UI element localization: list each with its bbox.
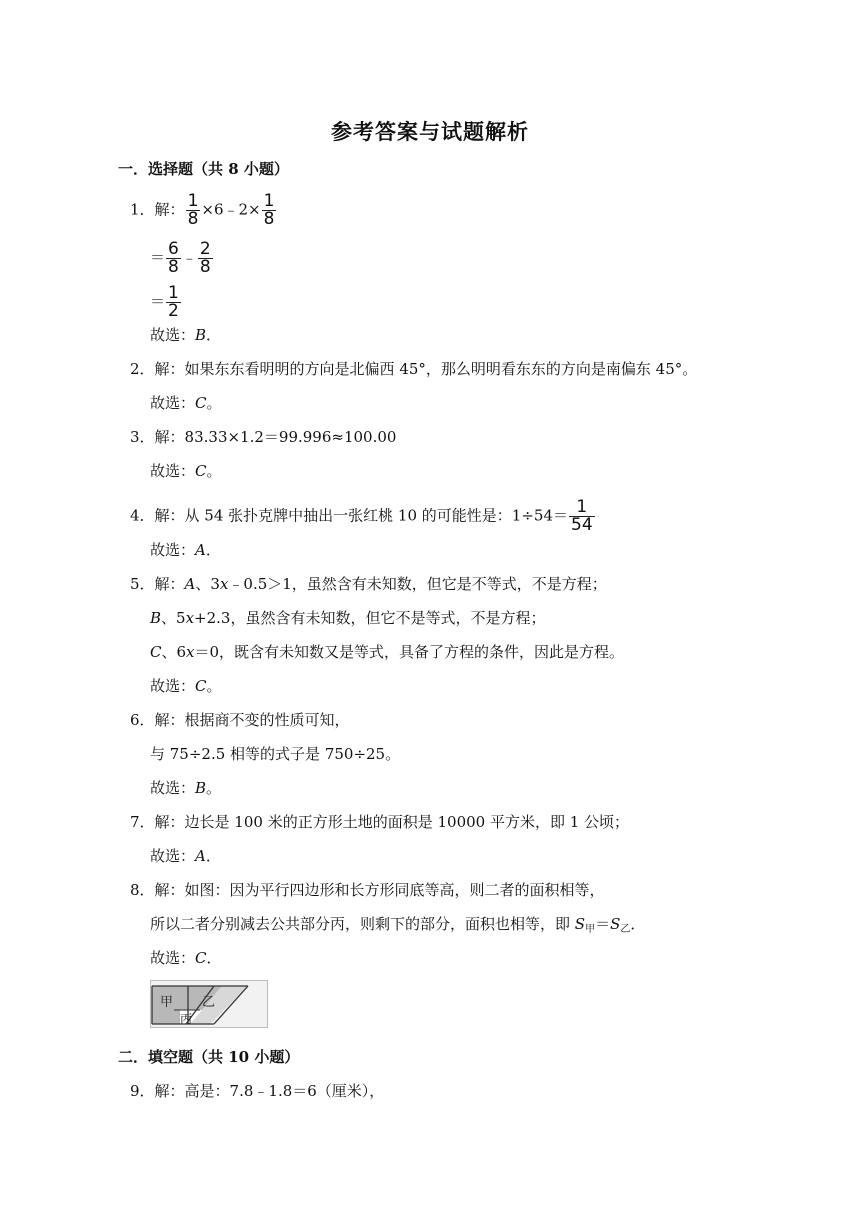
fraction-numerator: 1 — [576, 497, 588, 517]
fraction-denominator: 8 — [187, 209, 199, 229]
q1-equals: ＝ — [150, 248, 166, 267]
q6-answer — [150, 778, 221, 798]
q1-fraction-5 — [166, 285, 181, 320]
q4-text: 4．解：从 54 张扑克牌中抽出一张红桃 10 的可能性是：1÷54＝ — [130, 506, 568, 525]
fraction-denominator: 54 — [571, 515, 593, 535]
answer-suffix: ． — [206, 326, 222, 344]
q6-line-1: 6．解：根据商不变的性质可知， — [130, 711, 350, 729]
area-subscript: 甲 — [585, 924, 596, 935]
figure-svg — [150, 980, 268, 1028]
answer-prefix: 故选： — [150, 326, 196, 344]
answer-prefix: 故选： — [150, 462, 196, 480]
q1-fraction-2 — [262, 193, 277, 228]
label-bing: 丙 — [180, 1012, 193, 1026]
option-text: ＝0，既含有未知数又是等式，具备了方程的条件，因此是方程。 — [194, 643, 625, 661]
fraction-denominator: 8 — [199, 257, 211, 277]
answer-suffix: 。 — [206, 677, 222, 695]
period: ． — [630, 915, 646, 933]
q1-line-3 — [150, 285, 182, 320]
area-subscript: 乙 — [620, 924, 631, 935]
q9-line: 9．解：高是：7.8﹣1.8＝6（厘米）， — [130, 1082, 385, 1100]
answer-prefix: 故选： — [150, 847, 196, 865]
q4-line — [130, 499, 596, 534]
fraction-numerator: 2 — [199, 239, 211, 259]
q1-answer — [150, 325, 221, 345]
answer-letter: C — [195, 462, 207, 480]
fraction-numerator: 1 — [168, 283, 179, 303]
answer-suffix: 。 — [206, 394, 222, 412]
q5-line-b — [150, 608, 545, 628]
area-symbol: S — [610, 915, 621, 933]
q1-fraction-4 — [198, 241, 213, 276]
answer-suffix: 。 — [206, 779, 222, 797]
answer-letter: B — [195, 779, 207, 797]
option-coefficient: 、6 — [161, 643, 187, 661]
answer-letter: A — [195, 847, 206, 865]
q1-line-2 — [150, 241, 214, 276]
q5-line-a — [130, 574, 607, 594]
answer-letter: C — [195, 394, 207, 412]
q8-answer — [150, 948, 222, 968]
q6-line-2: 与 75÷2.5 相等的式子是 750÷25。 — [150, 745, 401, 763]
answer-suffix: ． — [205, 541, 221, 559]
q8-line-1: 8．解：如图：因为平行四边形和长方形同底等高，则二者的面积相等， — [130, 881, 605, 899]
variable: x — [186, 643, 195, 661]
q4-answer — [150, 540, 221, 560]
q8-text: 所以二者分别减去公共部分丙，则剩下的部分，面积也相等，即 — [150, 915, 575, 933]
equals: ＝ — [595, 915, 611, 933]
option-letter: C — [150, 643, 162, 661]
q3-line: 3．解：83.33×1.2＝99.996≈100.00 — [130, 428, 397, 446]
option-text: ﹣0.5＞1，虽然含有未知数，但它是不等式，不是方程； — [228, 575, 607, 593]
fraction-numerator: 6 — [168, 239, 179, 259]
q1-expression-middle: ×6﹣2× — [201, 200, 261, 219]
q5-answer — [150, 676, 222, 696]
answer-letter: A — [195, 541, 206, 559]
page-title: 参考答案与试题解析 — [331, 119, 529, 144]
q1-fraction-1 — [186, 193, 201, 228]
q1-equals: ＝ — [150, 292, 166, 311]
answer-letter: C — [195, 677, 207, 695]
area-symbol: S — [574, 915, 586, 933]
answer-suffix: 。 — [206, 462, 222, 480]
answer-suffix: ． — [205, 847, 221, 865]
q5-number: 5．解： — [130, 575, 185, 593]
answer-suffix: ． — [206, 949, 222, 967]
section-heading-choice: 一．选择题（共 8 小题） — [118, 160, 289, 178]
q1-fraction-3 — [166, 241, 181, 276]
option-letter: B — [150, 609, 162, 627]
q2-line: 2．解：如果东东看明明的方向是北偏西 45°，那么明明看东东的方向是南偏东 45°。 — [130, 360, 698, 378]
q5-line-c — [150, 642, 624, 662]
answer-prefix: 故选： — [150, 949, 196, 967]
option-letter: A — [184, 575, 196, 593]
answer-letter: B — [195, 326, 207, 344]
q1-line-1 — [130, 193, 277, 228]
answer-letter: C — [195, 949, 207, 967]
section-heading-fill: 二．填空题（共 10 小题） — [118, 1048, 300, 1066]
option-coefficient: 、5 — [161, 609, 186, 627]
parallelogram-rectangle-figure — [150, 980, 268, 1028]
q1-number: 1． — [130, 200, 155, 219]
answer-prefix: 故选： — [150, 541, 196, 559]
fraction-denominator: 8 — [168, 257, 179, 277]
label-jia: 甲 — [160, 995, 174, 1010]
fraction-numerator: 1 — [187, 191, 199, 211]
fraction-denominator: 8 — [263, 209, 275, 229]
answer-prefix: 故选： — [150, 779, 196, 797]
option-coefficient: 、3 — [195, 575, 220, 593]
q1-minus: ﹣ — [181, 248, 197, 267]
q1-solve-label: 解： — [154, 200, 185, 219]
q7-answer — [150, 846, 221, 866]
fraction-denominator: 2 — [168, 301, 179, 321]
variable: x — [185, 609, 195, 627]
answer-prefix: 故选： — [150, 677, 196, 695]
q7-line: 7．解：边长是 100 米的正方形土地的面积是 10000 平方米，即 1 公顷； — [130, 813, 630, 831]
q2-answer — [150, 393, 222, 413]
variable: x — [219, 575, 229, 593]
label-yi: 乙 — [202, 995, 216, 1010]
q4-fraction — [569, 499, 595, 534]
fraction-numerator: 1 — [263, 191, 275, 211]
q3-answer — [150, 461, 222, 481]
answer-prefix: 故选： — [150, 394, 196, 412]
option-text: +2.3，虽然含有未知数，但它不是等式，不是方程； — [194, 609, 546, 627]
q8-line-2 — [150, 914, 645, 940]
